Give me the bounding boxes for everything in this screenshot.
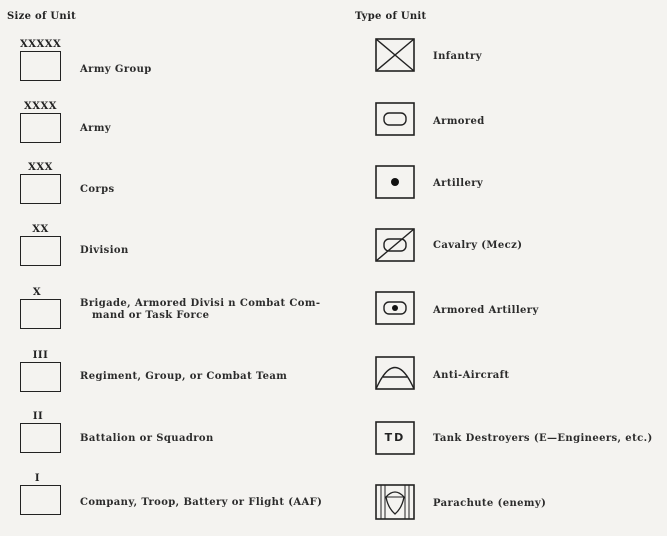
- tank-destroyer-text: TD: [384, 431, 406, 444]
- unit-box: [20, 236, 61, 266]
- unit-box: [20, 485, 61, 515]
- armored-artillery-icon: [375, 291, 415, 325]
- type-label: Parachute (enemy): [433, 498, 547, 509]
- anti-aircraft-icon: [375, 356, 415, 390]
- heading-size-of-unit: Size of Unit: [7, 11, 77, 22]
- infantry-icon: [375, 38, 415, 72]
- type-unit-artillery: [350, 165, 667, 217]
- type-label: Armored Artillery: [433, 305, 539, 316]
- size-unit-division: [0, 221, 340, 273]
- size-label: Army: [80, 123, 112, 134]
- size-label: Battalion or Squadron: [80, 433, 214, 444]
- unit-box: [20, 423, 61, 453]
- type-label: Cavalry (Mecz): [433, 240, 523, 251]
- size-mark: XXX: [28, 162, 53, 173]
- unit-box: [20, 174, 61, 204]
- type-unit-cavalry: [350, 228, 667, 280]
- size-unit-brigade: [0, 284, 345, 336]
- size-label: Brigade, Armored Divisi n Combat Com-: [80, 298, 321, 309]
- heading-type-of-unit: Type of Unit: [355, 11, 427, 22]
- type-unit-parachute: [350, 484, 667, 536]
- type-label: Armored: [433, 116, 485, 127]
- size-label: Company, Troop, Battery or Flight (AAF): [80, 497, 323, 508]
- type-unit-infantry: [350, 38, 667, 90]
- type-label: Anti-Aircraft: [433, 370, 510, 381]
- type-label: Artillery: [433, 178, 484, 189]
- size-label: Division: [80, 245, 129, 256]
- size-label: Army Group: [80, 64, 152, 75]
- size-label: mand or Task Force: [92, 310, 210, 321]
- size-mark: XX: [32, 224, 49, 235]
- unit-box: [20, 113, 61, 143]
- type-label: Tank Destroyers (E—Engineers, etc.): [433, 433, 653, 444]
- type-unit-tank-destroyers: [350, 421, 667, 473]
- size-unit-corps: [0, 159, 340, 211]
- size-mark: XXXX: [23, 101, 58, 112]
- size-mark: II: [32, 411, 44, 422]
- size-mark: I: [34, 473, 41, 484]
- size-label: Regiment, Group, or Combat Team: [80, 371, 288, 382]
- size-mark: X: [32, 287, 42, 298]
- size-unit-army-group: [0, 36, 340, 88]
- artillery-icon: [375, 165, 415, 199]
- type-unit-armored: [350, 102, 667, 154]
- size-unit-army: [0, 98, 340, 150]
- cavalry-mecz-icon: [375, 228, 415, 262]
- size-unit-company: [0, 470, 345, 522]
- unit-box: [20, 362, 61, 392]
- unit-box: [20, 299, 61, 329]
- armored-icon: [375, 102, 415, 136]
- size-label: Corps: [80, 184, 115, 195]
- type-unit-armored-artillery: [350, 291, 667, 343]
- size-mark: III: [32, 350, 49, 361]
- tank-destroyer-icon: [375, 421, 415, 455]
- size-mark: XXXXX: [20, 39, 62, 50]
- size-unit-battalion: [0, 408, 340, 460]
- type-unit-anti-aircraft: [350, 356, 667, 408]
- unit-box: [20, 51, 61, 81]
- size-unit-regiment: [0, 347, 340, 399]
- parachute-icon: [375, 484, 415, 520]
- type-label: Infantry: [433, 51, 482, 62]
